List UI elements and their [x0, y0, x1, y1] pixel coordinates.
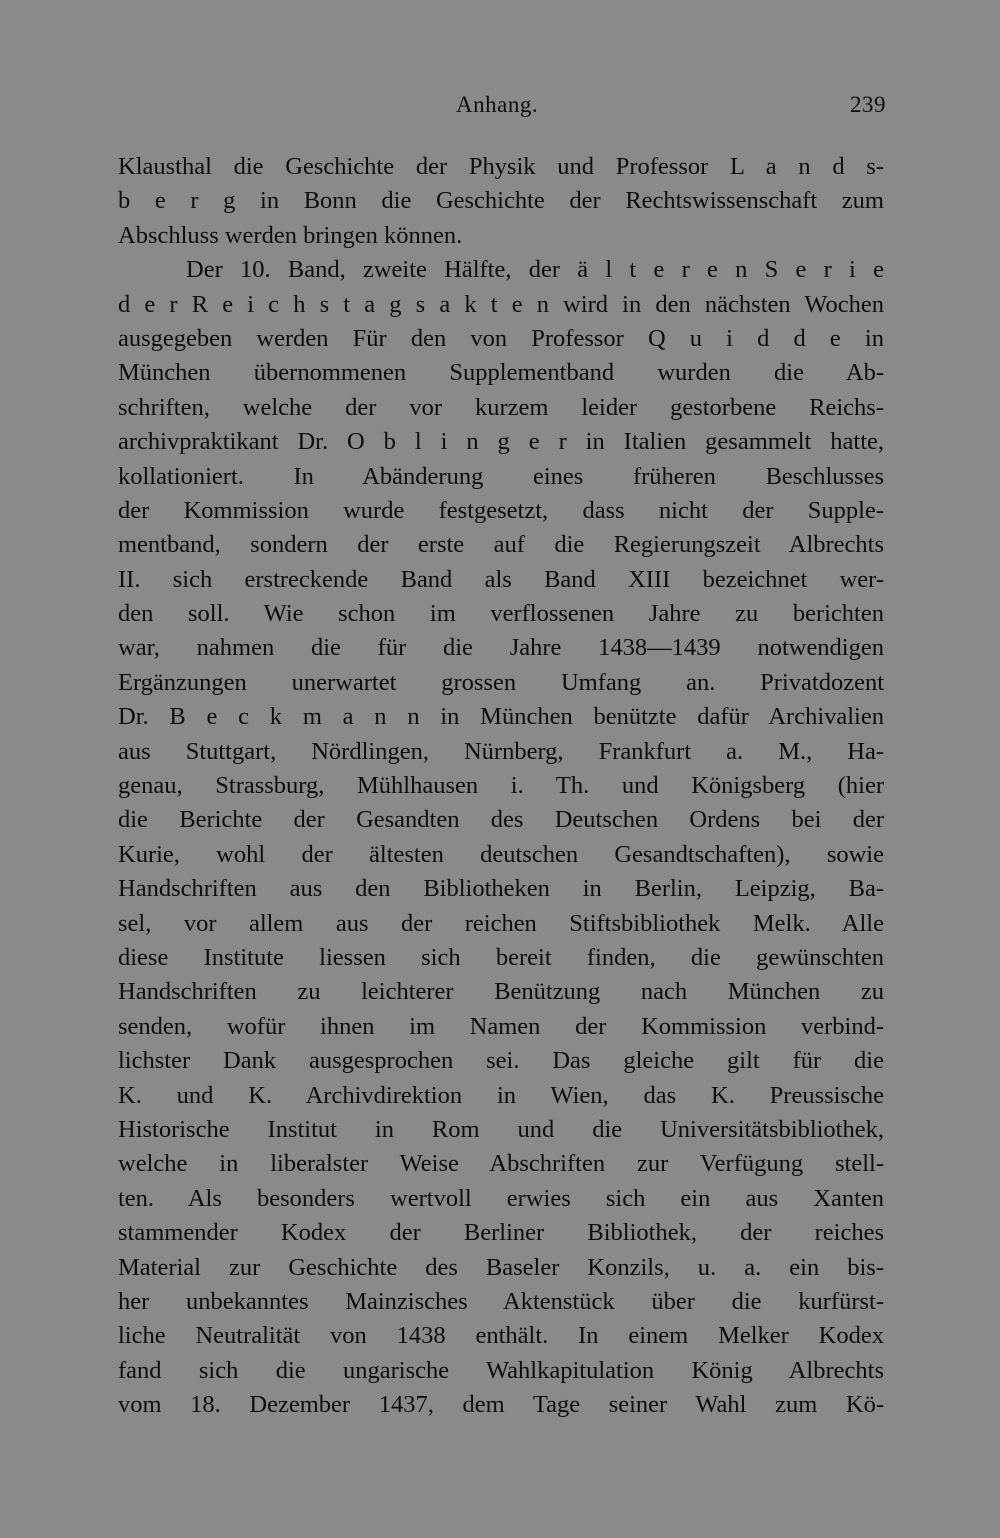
text-line: Ergänzungen unerwartet grossen Umfang an. Privatdozent [118, 668, 884, 696]
text-line: München übernommenen Supplementband wurden die Ab- [118, 359, 884, 387]
text-line: Handschriften aus den Bibliotheken in Berlin, Leipzig, Ba- [118, 875, 884, 903]
text-line: ausgegeben werden Für den von Professor Q u i d d e in [118, 324, 884, 352]
text-line: war, nahmen die für die Jahre 1438—1439 notwendigen [118, 634, 884, 662]
text-line: her unbekanntes Mainzisches Aktenstück über die kurfürst- [118, 1287, 884, 1315]
paragraph-first-line: Der 10. Band, zweite Hälfte, der ä l t e r e n S e r i e [186, 256, 884, 284]
text-line: fand sich die ungarische Wahlkapitulation König Albrechts [118, 1356, 884, 1384]
text-line: senden, wofür ihnen im Namen der Kommission verbind- [118, 1012, 884, 1040]
text-line: Handschriften zu leichterer Benützung nach München zu [118, 978, 884, 1006]
text-line: b e r g in Bonn die Geschichte der Rechtswissenschaft zum [118, 187, 884, 215]
text-line: Historische Institut in Rom und die Universitätsbibliothek, [118, 1115, 884, 1143]
text-line: Abschluss werden bringen können. [118, 221, 463, 249]
text-line: lichster Dank ausgesprochen sei. Das gleiche gilt für die [118, 1047, 884, 1075]
text-line: ten. Als besonders wertvoll erwies sich ein aus Xanten [118, 1184, 884, 1212]
text-line: welche in liberalster Weise Abschriften zur Verfügung stell- [118, 1150, 884, 1178]
text-line: den soll. Wie schon im verflossenen Jahre zu berichten [118, 600, 884, 628]
text-line: liche Neutralität von 1438 enthält. In einem Melker Kodex [118, 1322, 884, 1350]
text-line: sel, vor allem aus der reichen Stiftsbibliothek Melk. Alle [118, 909, 884, 937]
text-line: K. und K. Archivdirektion in Wien, das K. Preussische [118, 1081, 884, 1109]
text-line: d e r R e i c h s t a g s a k t e n wird in den nächsten Wochen [118, 290, 884, 318]
text-line: Klausthal die Geschichte der Physik und Professor L a n d s- [118, 153, 884, 180]
text-line: vom 18. Dezember 1437, dem Tage seiner Wahl zum Kö- [118, 1391, 884, 1419]
text-line: Material zur Geschichte des Baseler Konzils, u. a. ein bis- [118, 1253, 884, 1281]
text-line: genau, Strassburg, Mühlhausen i. Th. und Königsberg (hier [118, 772, 884, 800]
text-line: Kurie, wohl der ältesten deutschen Gesandtschaften), sowie [118, 840, 884, 868]
page-header [118, 90, 886, 124]
body-text [118, 150, 884, 1422]
text-line: stammender Kodex der Berliner Bibliothek, der reiches [118, 1219, 884, 1247]
text-line: kollationiert. In Abänderung eines früheren Beschlusses [118, 462, 884, 490]
text-line: archivpraktikant Dr. O b l i n g e r in Italien gesammelt hatte, [118, 428, 884, 456]
running-title: Anhang. [456, 92, 539, 117]
text-line: Dr. B e c k m a n n in München benützte dafür Archivalien [118, 703, 884, 731]
text-line: mentband, sondern der erste auf die Regierungszeit Albrechts [118, 531, 884, 559]
text-line: die Berichte der Gesandten des Deutschen Ordens bei der [118, 806, 884, 834]
text-line: aus Stuttgart, Nördlingen, Nürnberg, Frankfurt a. M., Ha- [118, 737, 884, 765]
text-line: II. sich erstreckende Band als Band XIII bezeichnet wer- [118, 565, 884, 593]
text-line: schriften, welche der vor kurzem leider gestorbene Reichs- [118, 393, 884, 421]
page-number: 239 [850, 92, 886, 117]
text-line: der Kommission wurde festgesetzt, dass nicht der Supple- [118, 496, 884, 524]
text-line: diese Institute liessen sich bereit finden, die gewünschten [118, 943, 884, 971]
